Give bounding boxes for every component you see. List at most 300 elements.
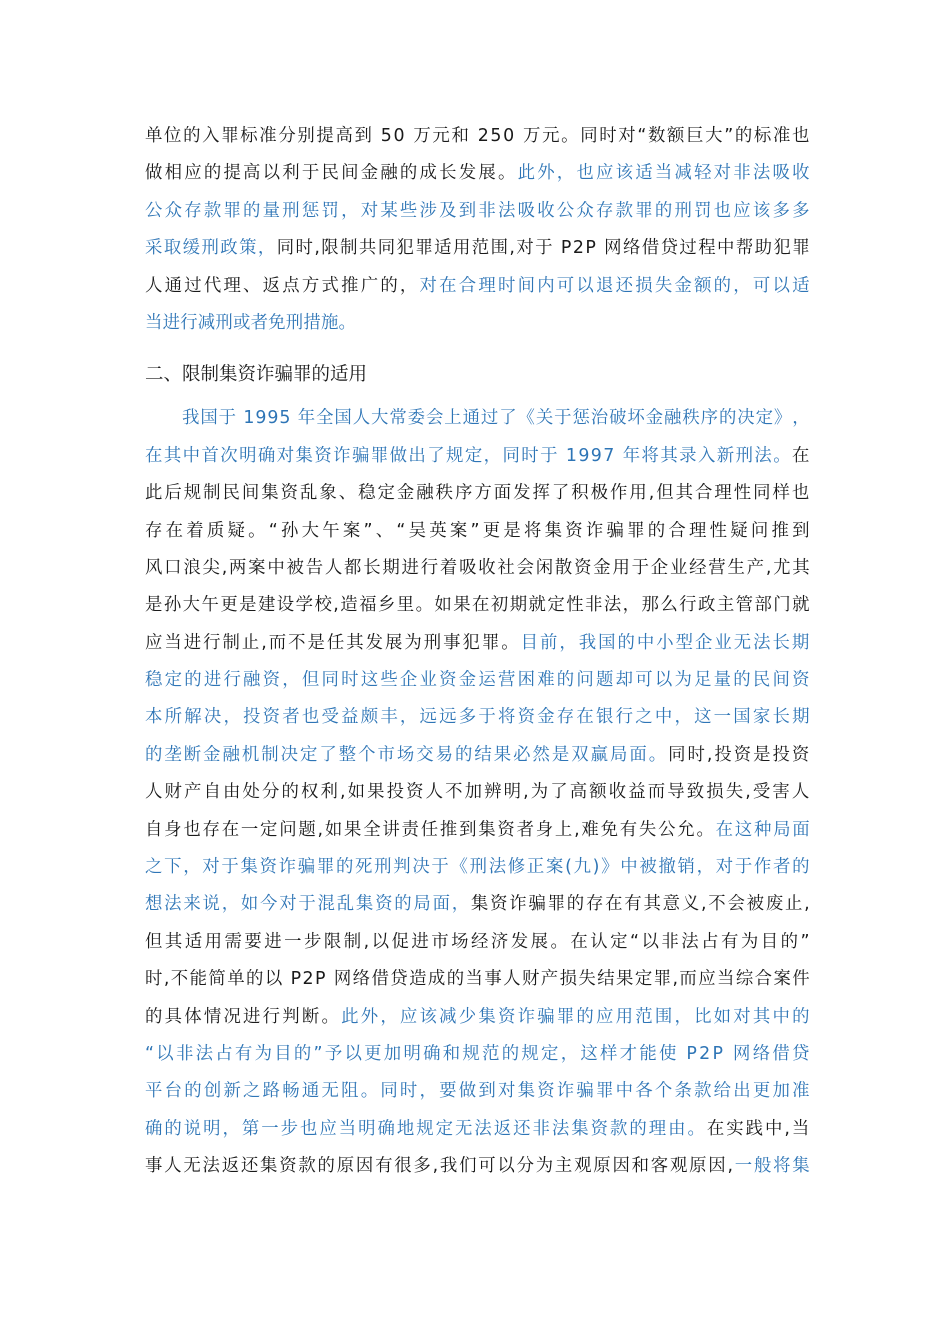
text-line — [145, 1036, 810, 1073]
text-char: 如 — [324, 819, 343, 840]
text-char: 和 — [451, 126, 470, 146]
text-char: 减 — [674, 163, 693, 184]
text-char: 法 — [474, 1118, 492, 1139]
text-char: 以 — [497, 1156, 515, 1177]
text-char — [374, 118, 380, 155]
text-char: 全 — [363, 819, 381, 840]
text-char: 使 — [658, 1043, 677, 1064]
text-char: , — [784, 1118, 791, 1139]
text-char: 2 — [572, 238, 585, 259]
text-char: 进 — [162, 312, 181, 333]
text-char: 业 — [714, 632, 732, 653]
text-char: 高 — [243, 163, 261, 184]
text-char: 如 — [347, 782, 366, 803]
text-char: P — [290, 969, 302, 990]
text-char: ， — [733, 275, 751, 296]
text-char: 对 — [202, 857, 220, 878]
text-char: 台 — [164, 1081, 183, 1102]
text-char: 能 — [639, 1043, 657, 1064]
text-char: 措 — [303, 312, 321, 333]
text-char: ， — [399, 275, 418, 296]
text-char: 提 — [223, 163, 242, 184]
text-char: 罪 — [596, 1081, 614, 1102]
text-char: 讲 — [382, 819, 400, 840]
text-char: 适 — [792, 275, 810, 296]
text-char: 融 — [380, 163, 398, 184]
text-char: 会 — [516, 557, 535, 578]
text-char: ( — [565, 857, 573, 878]
text-char: 点 — [282, 275, 300, 296]
text-char: 用 — [629, 483, 647, 504]
text-char: 同 — [276, 238, 295, 259]
text-char: 标 — [240, 126, 258, 146]
text-char: 集 — [355, 894, 374, 915]
text-char: 在 — [576, 707, 594, 728]
text-char: 远 — [419, 707, 438, 728]
text-char: 于 — [631, 557, 650, 578]
text-char: 了 — [551, 483, 570, 504]
text-char: 的 — [713, 275, 732, 296]
text-char: 被 — [746, 894, 765, 915]
text-char: 是 — [239, 595, 257, 616]
text-char: 》 — [773, 408, 792, 429]
text-line — [145, 400, 810, 437]
text-char: 的 — [455, 744, 473, 765]
text-char: 金 — [537, 707, 555, 728]
text-char: 方 — [301, 275, 320, 296]
text-char: 但 — [301, 670, 320, 691]
text-char: 银 — [596, 707, 614, 728]
text-char: 在 — [145, 445, 163, 466]
text-char: 范 — [635, 1006, 653, 1027]
text-char: 而 — [647, 782, 666, 803]
text-char: 刑 — [201, 238, 220, 259]
text-char: 理 — [478, 275, 496, 296]
text-char: 里 — [396, 595, 415, 616]
text-char: 非 — [478, 200, 496, 221]
text-char: 告 — [305, 557, 324, 578]
text-char: 规 — [416, 1118, 434, 1139]
text-char: 我 — [182, 408, 200, 429]
text-char: 占 — [701, 931, 719, 952]
text-char: 为 — [530, 782, 549, 803]
text-char: 于 — [221, 857, 239, 878]
text-char: 刑 — [469, 857, 488, 878]
text-char: 还 — [615, 275, 634, 296]
text-char: 果 — [367, 782, 385, 803]
text-char: 破 — [609, 408, 627, 429]
text-char: 挥 — [532, 483, 551, 504]
text-char: 建 — [257, 595, 276, 616]
text-char: 融 — [416, 483, 434, 504]
text-char: 午 — [322, 520, 340, 541]
text-char: 9 — [578, 445, 590, 466]
text-char: 在 — [605, 894, 623, 915]
text-char: 资 — [590, 1118, 609, 1139]
text-char — [559, 438, 565, 475]
text-char: ， — [222, 1118, 241, 1139]
text-char: 同 — [502, 445, 521, 466]
text-char: 当 — [654, 163, 673, 184]
text-char: 。 — [321, 1006, 340, 1027]
text-char: 刑 — [674, 200, 693, 221]
text-char: ” — [313, 1043, 323, 1064]
text-char: 营 — [497, 670, 516, 691]
text-line — [145, 662, 810, 699]
text-char: 罪 — [316, 857, 335, 878]
text-char: 新 — [223, 1081, 242, 1102]
text-char: 造 — [409, 969, 427, 990]
text-char: 一 — [284, 931, 302, 952]
text-char: 其 — [792, 557, 810, 578]
text-char: 其 — [660, 445, 678, 466]
text-char: 被 — [639, 857, 657, 878]
text-char: 说 — [202, 894, 221, 915]
text-char: 通 — [164, 275, 183, 296]
text-char: 对 — [279, 894, 297, 915]
text-char: 和 — [442, 1043, 461, 1064]
paragraph-1 — [145, 118, 810, 342]
text-char: 期 — [791, 632, 810, 653]
text-char: 福 — [359, 595, 377, 616]
text-char: 非 — [661, 931, 679, 952]
text-char: 多 — [792, 200, 810, 221]
text-char: 资 — [406, 782, 424, 803]
text-char: 时 — [341, 670, 359, 691]
text-char: 判 — [393, 857, 411, 878]
text-char: 收 — [608, 782, 627, 803]
text-char: 散 — [554, 557, 573, 578]
text-char: 修 — [507, 857, 526, 878]
text-line — [145, 155, 810, 192]
text-char: 骗 — [351, 445, 370, 466]
text-char: 量 — [262, 200, 281, 221]
text-char: 风 — [145, 557, 163, 578]
text-char: 无 — [321, 1081, 340, 1102]
text-char: 积 — [571, 483, 589, 504]
text-char: 畅 — [282, 1081, 300, 1102]
text-char: 非 — [733, 163, 751, 184]
text-char: 的 — [184, 670, 202, 691]
text-char: 的 — [792, 1006, 810, 1027]
text-char: 人 — [145, 275, 163, 296]
text-char: 孙 — [281, 520, 299, 541]
text-char: 局 — [610, 744, 628, 765]
text-char: 事 — [443, 632, 461, 653]
text-char: 人 — [503, 969, 521, 990]
text-char: 资 — [497, 1006, 516, 1027]
text-char: 一 — [734, 1156, 753, 1177]
text-char: 却 — [615, 670, 634, 691]
text-char: 集 — [792, 1156, 810, 1177]
text-char: 分 — [516, 1156, 535, 1177]
text-line — [145, 193, 810, 230]
text-char: 经 — [471, 931, 489, 952]
text-char: 所 — [164, 707, 183, 728]
text-char: 果 — [493, 744, 512, 765]
text-char: 。 — [696, 819, 715, 840]
text-char: 到 — [478, 1081, 496, 1102]
text-char: 取 — [163, 238, 182, 259]
text-char: ， — [560, 1043, 579, 1064]
text-char: 全 — [316, 408, 334, 429]
text-char: 免 — [600, 819, 619, 840]
text-char: 行 — [203, 632, 221, 653]
text-char: 面 — [629, 744, 647, 765]
text-char — [597, 230, 603, 267]
text-char: ， — [221, 894, 240, 915]
text-char: 易 — [435, 744, 454, 765]
text-char: 中 — [717, 238, 735, 259]
text-char: 万 — [523, 126, 541, 146]
text-char: ， — [419, 1081, 438, 1102]
text-char: 个 — [358, 744, 376, 765]
text-char: 在 — [221, 819, 240, 840]
text-char: ” — [363, 520, 373, 541]
text-char: 骗 — [576, 1081, 594, 1102]
text-char: 之 — [243, 1081, 261, 1102]
text-char: 要 — [439, 1081, 457, 1102]
text-char: 资 — [537, 1081, 555, 1102]
text-char: 案 — [248, 557, 266, 578]
text-line — [145, 305, 810, 342]
text-char: 。 — [338, 312, 357, 333]
text-char: 应 — [596, 1006, 614, 1027]
text-char: , — [700, 894, 707, 915]
text-char: 才 — [619, 1043, 638, 1064]
text-char: 借 — [371, 969, 390, 990]
text-char: 面 — [792, 819, 810, 840]
text-char: 决 — [280, 744, 299, 765]
text-char: 权 — [301, 782, 319, 803]
text-char: 集 — [240, 857, 259, 878]
text-char: 骗 — [606, 520, 625, 541]
text-line — [145, 999, 810, 1036]
text-char: 撤 — [658, 857, 677, 878]
text-char: 罪 — [547, 894, 566, 915]
text-char: 的 — [733, 670, 751, 691]
text-char: 资 — [262, 670, 281, 691]
text-char: 用 — [204, 931, 223, 952]
text-char: 的 — [145, 744, 163, 765]
text-char: 闲 — [535, 557, 554, 578]
text-char: 的 — [145, 1006, 163, 1027]
text-char: 诈 — [278, 857, 297, 878]
text-line — [145, 737, 810, 774]
text-char: 9 — [590, 445, 603, 466]
text-char: 准 — [259, 126, 277, 146]
text-char: 期 — [509, 595, 528, 616]
text-char: 序 — [700, 408, 719, 429]
text-char: 大 — [182, 595, 201, 616]
text-char: 自 — [203, 782, 222, 803]
text-char: 处 — [242, 782, 261, 803]
text-char: 必 — [513, 744, 531, 765]
text-char: 家 — [752, 707, 771, 728]
text-char: P — [560, 238, 572, 259]
text-char: 助 — [754, 238, 773, 259]
text-line — [145, 1073, 810, 1110]
text-char: 用 — [452, 238, 471, 259]
text-char: 此 — [145, 483, 163, 504]
text-char: 刑 — [735, 445, 754, 466]
text-char: 那 — [641, 595, 660, 616]
text-char: 结 — [474, 744, 492, 765]
text-char: 事 — [145, 1156, 163, 1177]
text-char: 经 — [689, 557, 707, 578]
text-char: 这 — [734, 819, 753, 840]
text-char: 加 — [772, 1081, 791, 1102]
text-char: 骗 — [528, 894, 547, 915]
text-char: 吸 — [459, 557, 477, 578]
text-char: 当 — [164, 632, 182, 653]
text-char: 的 — [780, 931, 799, 952]
text-char: 案 — [773, 969, 792, 990]
text-char: 对 — [360, 200, 379, 221]
text-char: 5 — [490, 126, 502, 146]
text-char: 将 — [497, 707, 516, 728]
text-char: , — [340, 782, 346, 803]
text-char: 中 — [636, 632, 655, 653]
text-char — [516, 118, 522, 155]
text-char: 混 — [317, 894, 336, 915]
text-char: 样 — [772, 483, 791, 504]
text-char: 于 — [554, 408, 572, 429]
text-char: 人 — [352, 408, 371, 429]
text-char: 乡 — [377, 595, 396, 616]
text-char: 济 — [490, 931, 509, 952]
text-char: 后 — [164, 483, 182, 504]
text-char: 准 — [772, 126, 791, 146]
text-char: 。 — [561, 126, 579, 146]
text-char: 贷 — [792, 1043, 810, 1064]
text-char: 然 — [532, 744, 551, 765]
text-char: 益 — [341, 707, 359, 728]
text-char: 有 — [721, 931, 739, 952]
text-char: 局 — [413, 894, 431, 915]
text-char: 结 — [597, 969, 615, 990]
text-char: 。 — [773, 445, 791, 466]
text-char: , — [221, 557, 228, 578]
text-char: 大 — [371, 408, 389, 429]
text-char: 资 — [574, 557, 592, 578]
text-char: 原 — [336, 1156, 355, 1177]
text-char: 罪 — [627, 520, 645, 541]
text-char: 确 — [423, 1043, 441, 1064]
text-char: 定 — [634, 969, 653, 990]
text-char: 时 — [521, 445, 539, 466]
text-char: ， — [483, 445, 502, 466]
text-char: 额 — [694, 275, 712, 296]
text-char: 于 — [301, 163, 320, 184]
text-char: 在 — [439, 275, 457, 296]
text-char: 资 — [791, 744, 810, 765]
text-char: , — [523, 782, 529, 803]
text-char: 存 — [145, 520, 163, 541]
text-char: 合 — [754, 969, 773, 990]
text-char: 意 — [662, 894, 681, 915]
text-char: 帮 — [735, 238, 754, 259]
text-char: , — [574, 819, 580, 840]
text-char: 资 — [490, 894, 508, 915]
text-line — [145, 774, 810, 811]
text-char: 罪 — [635, 200, 653, 221]
text-char: 的 — [335, 857, 354, 878]
text-char: 应 — [733, 200, 751, 221]
text-char: 还 — [513, 1118, 531, 1139]
text-char: 无 — [183, 1156, 201, 1177]
text-char: 此 — [341, 1006, 359, 1027]
text-char: 发 — [510, 931, 529, 952]
text-char: 种 — [753, 819, 772, 840]
text-char: 也 — [791, 483, 810, 504]
text-char: 认 — [590, 931, 608, 952]
text-char: 止 — [784, 894, 803, 915]
text-char: 巨 — [686, 126, 704, 146]
text-char: 标 — [753, 126, 772, 146]
text-char: 罪 — [481, 632, 500, 653]
text-char: 施 — [320, 312, 339, 333]
text-char: 0 — [393, 126, 405, 146]
text-char: 能 — [189, 969, 208, 990]
text-char: 的 — [380, 275, 398, 296]
text-char: 而 — [679, 969, 698, 990]
text-char: 客 — [650, 1156, 669, 1177]
text-char: 长 — [772, 707, 791, 728]
text-char: 罚 — [321, 200, 340, 221]
text-char: 更 — [220, 595, 238, 616]
text-char: 本 — [145, 707, 163, 728]
text-char: 法 — [754, 445, 772, 466]
text-char: 以 — [641, 931, 660, 952]
text-char: 英 — [429, 520, 447, 541]
text-char: 前 — [540, 632, 558, 653]
text-char: 围 — [490, 238, 509, 259]
text-char: 因 — [355, 1156, 374, 1177]
text-char: 失 — [725, 782, 744, 803]
text-char: 1 — [565, 445, 578, 466]
text-char: 限 — [323, 931, 342, 952]
text-char: 理 — [714, 483, 732, 504]
text-char: 地 — [396, 1118, 415, 1139]
text-char: 资 — [314, 445, 332, 466]
text-char: 存 — [184, 200, 202, 221]
text-char: 过 — [184, 275, 202, 296]
text-char: 2 — [302, 969, 314, 990]
text-char: 由 — [223, 782, 241, 803]
text-char: 存 — [556, 707, 575, 728]
text-char: 高 — [335, 126, 354, 146]
text-char: 惩 — [572, 408, 591, 429]
text-char: 资 — [280, 483, 299, 504]
text-char: 金 — [396, 483, 415, 504]
text-char: 应 — [145, 632, 163, 653]
text-char: 可 — [635, 670, 653, 691]
text-char: 件 — [792, 969, 810, 990]
text-line — [145, 587, 810, 624]
text-char: 口 — [164, 557, 182, 578]
text-char: P — [314, 969, 326, 990]
text-char: 因 — [612, 1156, 631, 1177]
text-char: 需 — [224, 931, 243, 952]
text-char: 的 — [203, 163, 222, 184]
text-char: 明 — [503, 782, 522, 803]
text-char: 比 — [694, 1006, 712, 1027]
text-char: 题 — [596, 670, 614, 691]
text-char: , — [648, 483, 655, 504]
text-char: ， — [451, 894, 470, 915]
text-char: 入 — [697, 445, 716, 466]
